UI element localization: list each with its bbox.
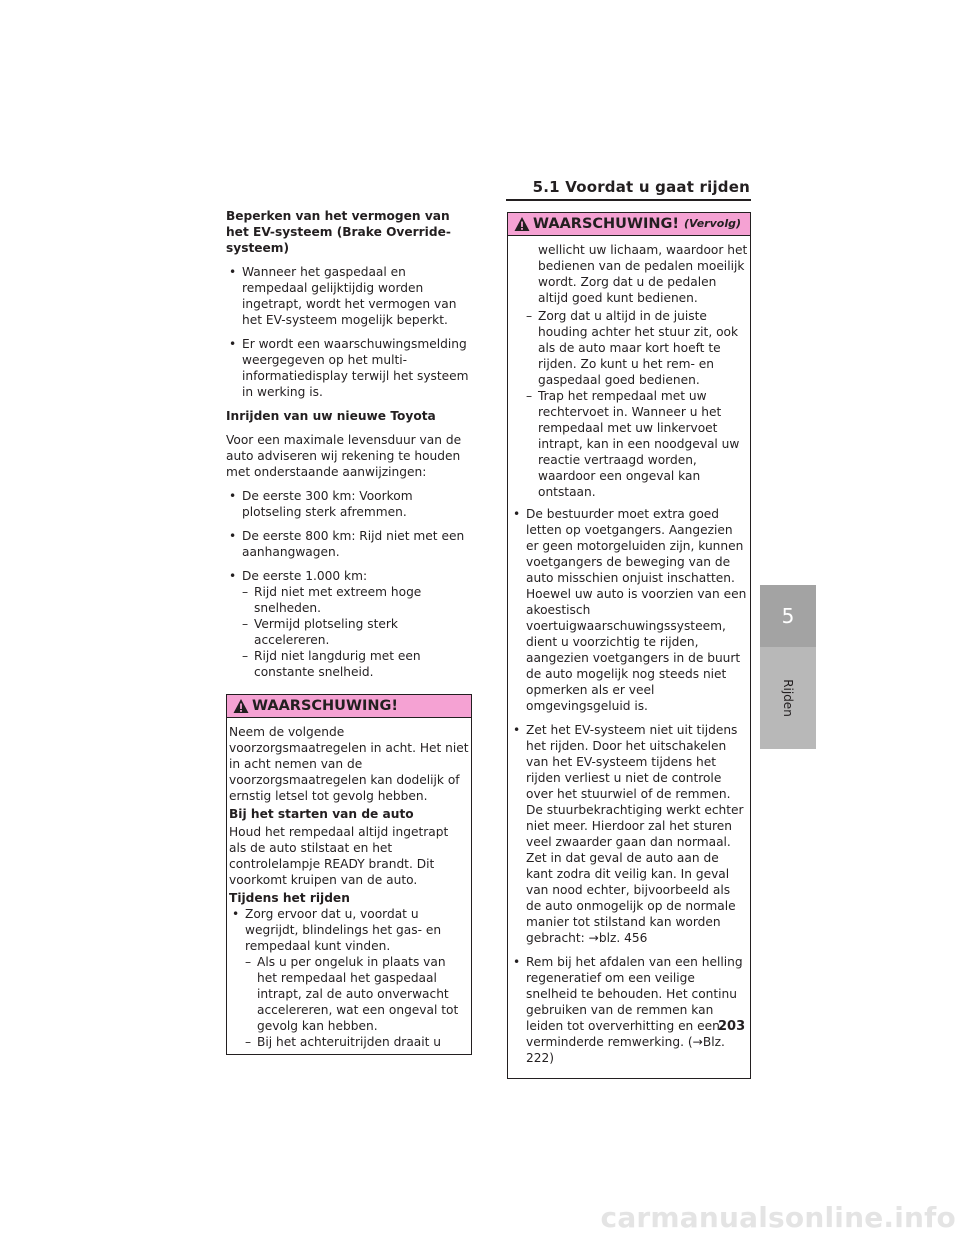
paragraph: Houd het rempedaal altijd ingetrapt als de auto stilstaat en het controlelampje READY brandt. Dit voorkomt kruipen van de auto. [229,825,449,887]
sub-list-item: – Als u per ongeluk in plaats van het rempedaal het gaspedaal intrapt, zal de auto onverwacht accelereren, wat een ongeval tot gevolg kan hebben. [245,955,459,1033]
sub-list-item: – Rijd niet met extreem hoge snelheden. [242,585,422,615]
list-item: • Rem bij het afdalen van een helling regeneratief om een veilige snelheid te behouden. Het continu gebruiken van de remmen kan leiden tot oververhitting en een verminderde remwerking. (→Blz. 222) [510,954,748,1066]
warning-triangle-icon [233,698,249,714]
list-item: • Er wordt een waarschuwingsmelding weergegeven op het multi-informatiedisplay terwijl het systeem in werking is. [226,336,472,400]
page-number: 203 [718,1019,746,1034]
sub-list-item: – Trap het rempedaal met uw rechtervoet in. Wanneer u het rempedaal met uw linkervoet intrapt, kan in een noodgeval uw reactie vertraagd worden, waardoor een ongeval kan ontstaan. [526,389,740,499]
sub-list-item: – Rijd niet langdurig met een constante snelheid. [242,649,421,679]
watermark: carmanualsonline.info [600,1201,956,1234]
warning-header [227,695,471,718]
list-item: • Wanneer het gaspedaal en rempedaal gelijktijdig worden ingetrapt, wordt het vermogen van het EV-systeem mogelijk beperkt. [226,264,472,328]
list-item: • De eerste 800 km: Rijd niet met een aanhangwagen. [226,528,472,560]
section-heading: Inrijden van uw nieuwe Toyota [226,409,436,423]
paragraph: Neem de volgende voorzorgsmaatregelen in acht. Het niet in acht nemen van de voorzorgsmaatregelen kan dodelijk of ernstig letsel tot gevolg hebben. [229,725,469,803]
list-item: • De eerste 1.000 km: [226,568,472,584]
header-divider [506,199,751,201]
warning-title: WAARSCHUWING! [252,698,398,714]
sub-heading: Bij het starten van de auto [229,807,414,821]
warning-triangle-icon [514,216,530,232]
warning-title: WAARSCHUWING! [533,216,679,232]
list-item: • Zorg ervoor dat u, voordat u wegrijdt, blindelings het gas- en rempedaal kunt vinden. [229,906,469,954]
warning-box-continued [507,212,751,1079]
sub-list-item: – Bij het achteruitrijden draait u [245,1035,442,1049]
warning-header [508,213,750,236]
paragraph: wellicht uw lichaam, waardoor het bedienen van de pedalen moeilijk wordt. Zorg dat u de pedalen altijd goed kunt bedienen. [538,243,748,305]
continued-label: (Vervolg) [683,217,742,230]
left-column [226,208,472,1055]
chapter-number: 5 [781,604,795,628]
section-heading: Beperken van het vermogen van het EV-systeem (Brake Override-systeem) [226,209,451,255]
list-item: • De eerste 300 km: Voorkom plotseling sterk afremmen. [226,488,472,520]
sub-list-item: – Vermijd plotseling sterk accelereren. [242,617,398,647]
chapter-tab[interactable] [760,585,816,647]
section-title: 5.1 Voordat u gaat rijden [532,178,750,196]
sub-heading: Tijdens het rijden [229,891,350,905]
paragraph: Voor een maximale levensduur van de auto adviseren wij rekening te houden met onderstaande aanwijzingen: [226,433,462,479]
warning-box [226,694,472,1055]
chapter-label: Rijden [781,679,795,717]
list-item: • Zet het EV-systeem niet uit tijdens het rijden. Door het uitschakelen van het EV-systeem tijdens het rijden verliest u niet de controle over het stuurwiel of de remmen. De stuurbekrachtiging werkt echter niet meer. Hierdoor zal het sturen veel zwaarder gaan dan normaal. Zet in dat geval de auto aan de kant zodra dit veilig kan. In geval van nood echter, bijvoorbeeld als de auto onmogelijk op de normale manier tot stilstand kan worden gebracht: →blz. 456 [510,722,748,946]
right-column [507,212,751,1079]
list-item: • De bestuurder moet extra goed letten op voetgangers. Aangezien er geen motorgeluiden zijn, kunnen voetgangers de beweging van de auto misschien onjuist inschatten. Hoewel uw auto is voorzien van een akoestisch voertuigwaarschuwingssysteem, dient u voorzichtig te rijden, aangezien voetgangers in de buurt de auto mogelijk nog steeds niet opmerken als er veel omgevingsgeluid is. [510,506,748,714]
sub-list-item: – Zorg dat u altijd in de juiste houding achter het stuur zit, ook als de auto maar kort hoeft te rijden. Zo kunt u het rem- en gaspedaal goed bedienen. [526,309,739,387]
